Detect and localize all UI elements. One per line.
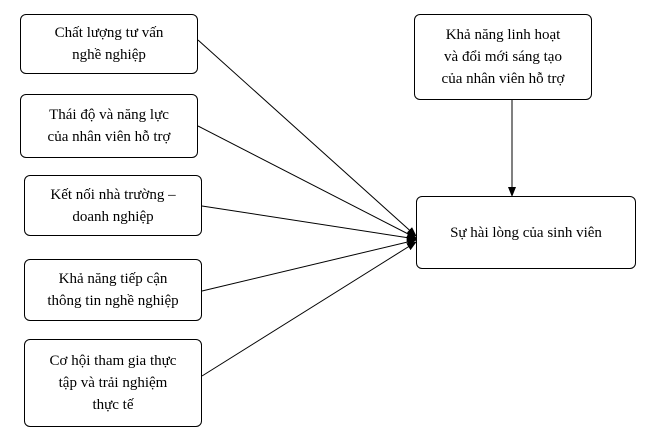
factor-box-internship-opportunity — [24, 339, 202, 427]
factor-label: Kết nối nhà trường – doanh nghiệp — [50, 186, 176, 225]
factor-box-career-counseling-quality — [20, 14, 198, 74]
moderator-label: Khả năng linh hoạt và đổi mới sáng tạo của nhân viên hỗ trợ — [441, 27, 565, 87]
arrow-factor-2-to-outcome — [198, 126, 416, 238]
outcome-box-student-satisfaction — [416, 196, 636, 269]
factor-box-staff-attitude-competence — [20, 94, 198, 158]
arrow-factor-5-to-outcome — [202, 242, 416, 376]
arrow-factor-3-to-outcome — [202, 206, 416, 239]
factor-box-school-business-connection — [24, 175, 202, 236]
factor-box-career-info-access — [24, 259, 202, 321]
factor-label: Khả năng tiếp cận thông tin nghề nghiệp — [47, 271, 179, 309]
factor-label: Thái độ và năng lực của nhân viên hỗ trợ — [47, 107, 171, 145]
factor-label: Chất lượng tư vấn nghề nghiệp — [54, 25, 164, 63]
arrow-factor-1-to-outcome — [198, 40, 416, 236]
factor-label: Cơ hội tham gia thực tập và trải nghiệm thực tế — [49, 353, 177, 413]
moderator-box-staff-flexibility-innovation — [414, 14, 592, 100]
outcome-label: Sự hài lòng của sinh viên — [450, 224, 602, 241]
arrow-factor-4-to-outcome — [202, 240, 416, 291]
